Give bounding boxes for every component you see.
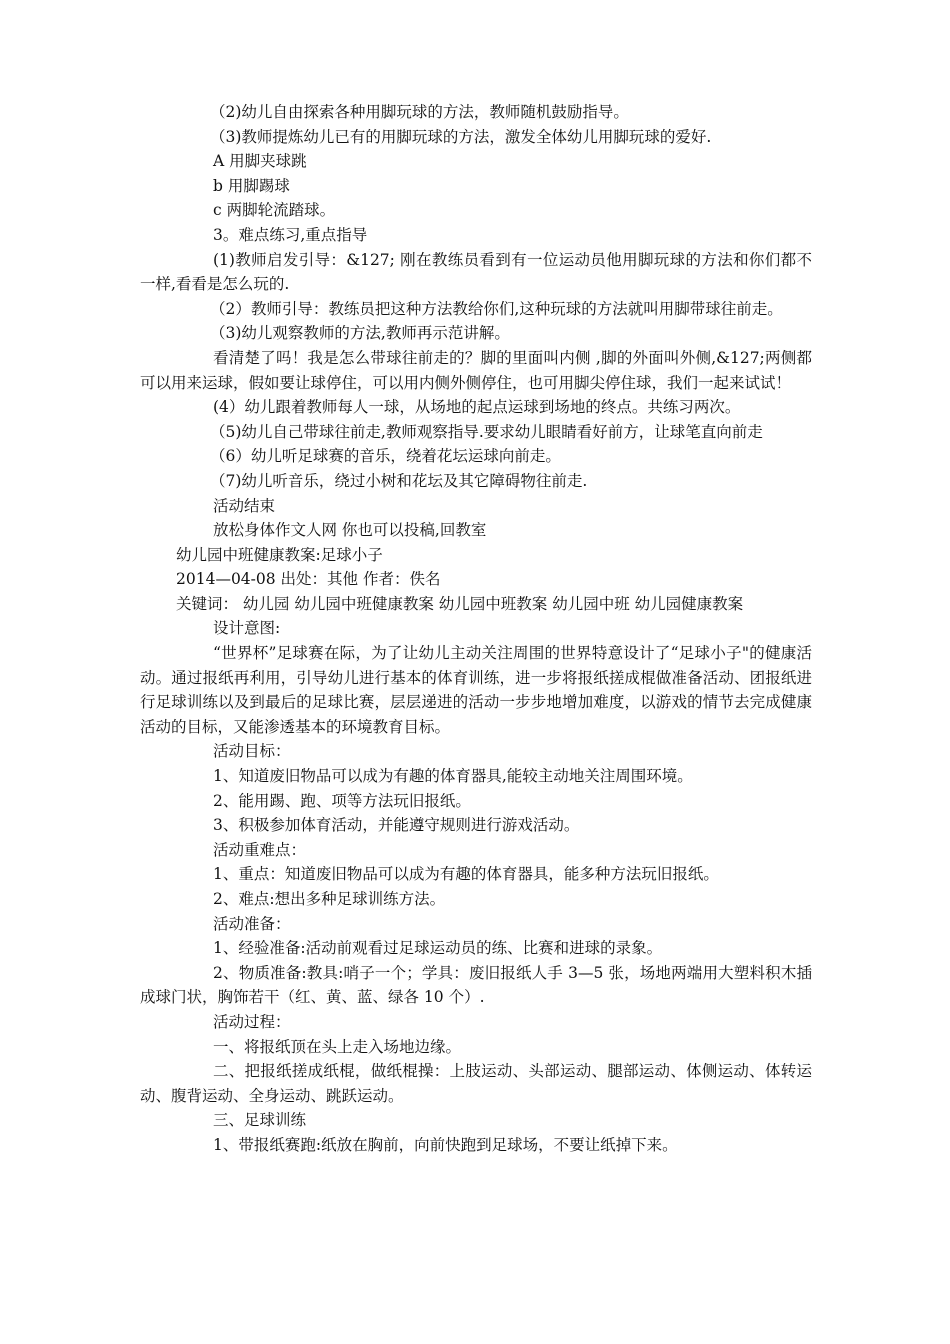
text-line: 1、带报纸赛跑:纸放在胸前，向前快跑到足球场，不要让纸掉下来。: [213, 1135, 678, 1154]
paragraph: 2、物质准备:教具:哨子一个；学具：废旧报纸人手 3—5 张，场地两端用大塑料积木插成球门状，胸饰若干（红、黄、蓝、绿各 10 个）.: [140, 963, 812, 1007]
section-heading: 活动目标：: [213, 742, 291, 761]
text-line: 2、难点:想出多种足球训练方法。: [213, 890, 446, 908]
text-line: （5)幼儿自己带球往前走,教师观察指导.要求幼儿眼睛看好前方，让球笔直向前走: [210, 422, 763, 441]
paragraph: “世界杯”足球赛在际，为了让幼儿主动关注周围的世界特意设计了“足球小子"的健康活动。通过报纸再利用，引导幼儿进行基本的体育训练，进一步将报纸搓成棍做准备活动、团报纸进行足球训练以及到最后的足球比赛，层层递进的活动一步步地增加难度，以游戏的情节去完成健康活动的目标，又能渗透基本的环境教育目标。: [140, 644, 812, 736]
text-line: （3)教师提炼幼儿已有的用脚玩球的方法，激发全体幼儿用脚玩球的爱好.: [210, 127, 712, 146]
text-line: A 用脚夹球跳: [213, 152, 307, 171]
text-line: 1、经验准备:活动前观看过足球运动员的练、比赛和进球的录象。: [213, 939, 663, 958]
section-heading: 活动结束: [213, 496, 276, 515]
section-heading: 设计意图:: [213, 619, 281, 638]
text-line: （2）教师引导：教练员把这种方法教给你们,这种玩球的方法就叫用脚带球往前走。: [210, 299, 783, 318]
article-meta: 2014—04-08 出处：其他 作者：佚名: [176, 570, 441, 589]
text-line: （6）幼儿听足球赛的音乐，绕着花坛运球向前走。: [210, 447, 561, 466]
text-line: (4）幼儿跟着教师每人一球，从场地的起点运球到场地的终点。共练习两次。: [213, 398, 741, 417]
section-heading: 三、足球训练: [213, 1111, 307, 1130]
text-line: （3)幼儿观察教师的方法,教师再示范讲解。: [210, 324, 510, 343]
text-line: 1、重点：知道废旧物品可以成为有趣的体育器具，能多种方法玩旧报纸。: [213, 865, 719, 884]
text-line: 放松身体作文人网 你也可以投稿,回教室: [213, 521, 487, 540]
section-heading: 活动重难点：: [213, 840, 307, 859]
text-line: （2)幼儿自由探索各种用脚玩球的方法，教师随机鼓励指导。: [210, 103, 629, 121]
text-line: 2、能用踢、跑、项等方法玩旧报纸。: [213, 791, 471, 810]
text-line: c 两脚轮流踏球。: [213, 201, 336, 220]
text-line: （7)幼儿听音乐，绕过小树和花坛及其它障碍物往前走.: [210, 471, 588, 490]
article-title: 幼儿园中班健康教案:足球小子: [176, 545, 383, 564]
article-keywords: 关键词： 幼儿园 幼儿园中班健康教案 幼儿园中班教案 幼儿园中班 幼儿园健康教案: [176, 594, 744, 613]
text-line: 1、知道废旧物品可以成为有趣的体育器具,能较主动地关注周围环境。: [213, 767, 693, 786]
text-line: 3。难点练习,重点指导: [213, 225, 368, 244]
text-line: b 用脚踢球: [213, 176, 290, 195]
paragraph: (1)教师启发引导：&127; 刚在教练员看到有一位运动员他用脚玩球的方法和你们都不一样,看看是怎么玩的.: [140, 250, 812, 294]
document-body: [140, 100, 812, 1158]
section-heading: 活动过程：: [213, 1012, 291, 1031]
paragraph: 二、把报纸搓成纸棍，做纸棍操：上肢运动、头部运动、腿部运动、体侧运动、体转运动、腹背运动、全身运动、跳跃运动。: [140, 1062, 812, 1105]
text-line: 3、积极参加体育活动，并能遵守规则进行游戏活动。: [213, 816, 580, 835]
section-heading: 活动准备：: [213, 914, 291, 933]
text-line: 一、将报纸顶在头上走入场地边缘。: [213, 1037, 462, 1056]
paragraph: 看清楚了吗！我是怎么带球往前走的？脚的里面叫内侧 ,脚的外面叫外侧,&127;两侧都可以用来运球，假如要让球停住，可以用内侧外侧停住，也可用脚尖停住球，我们一起来试试！: [140, 348, 812, 392]
